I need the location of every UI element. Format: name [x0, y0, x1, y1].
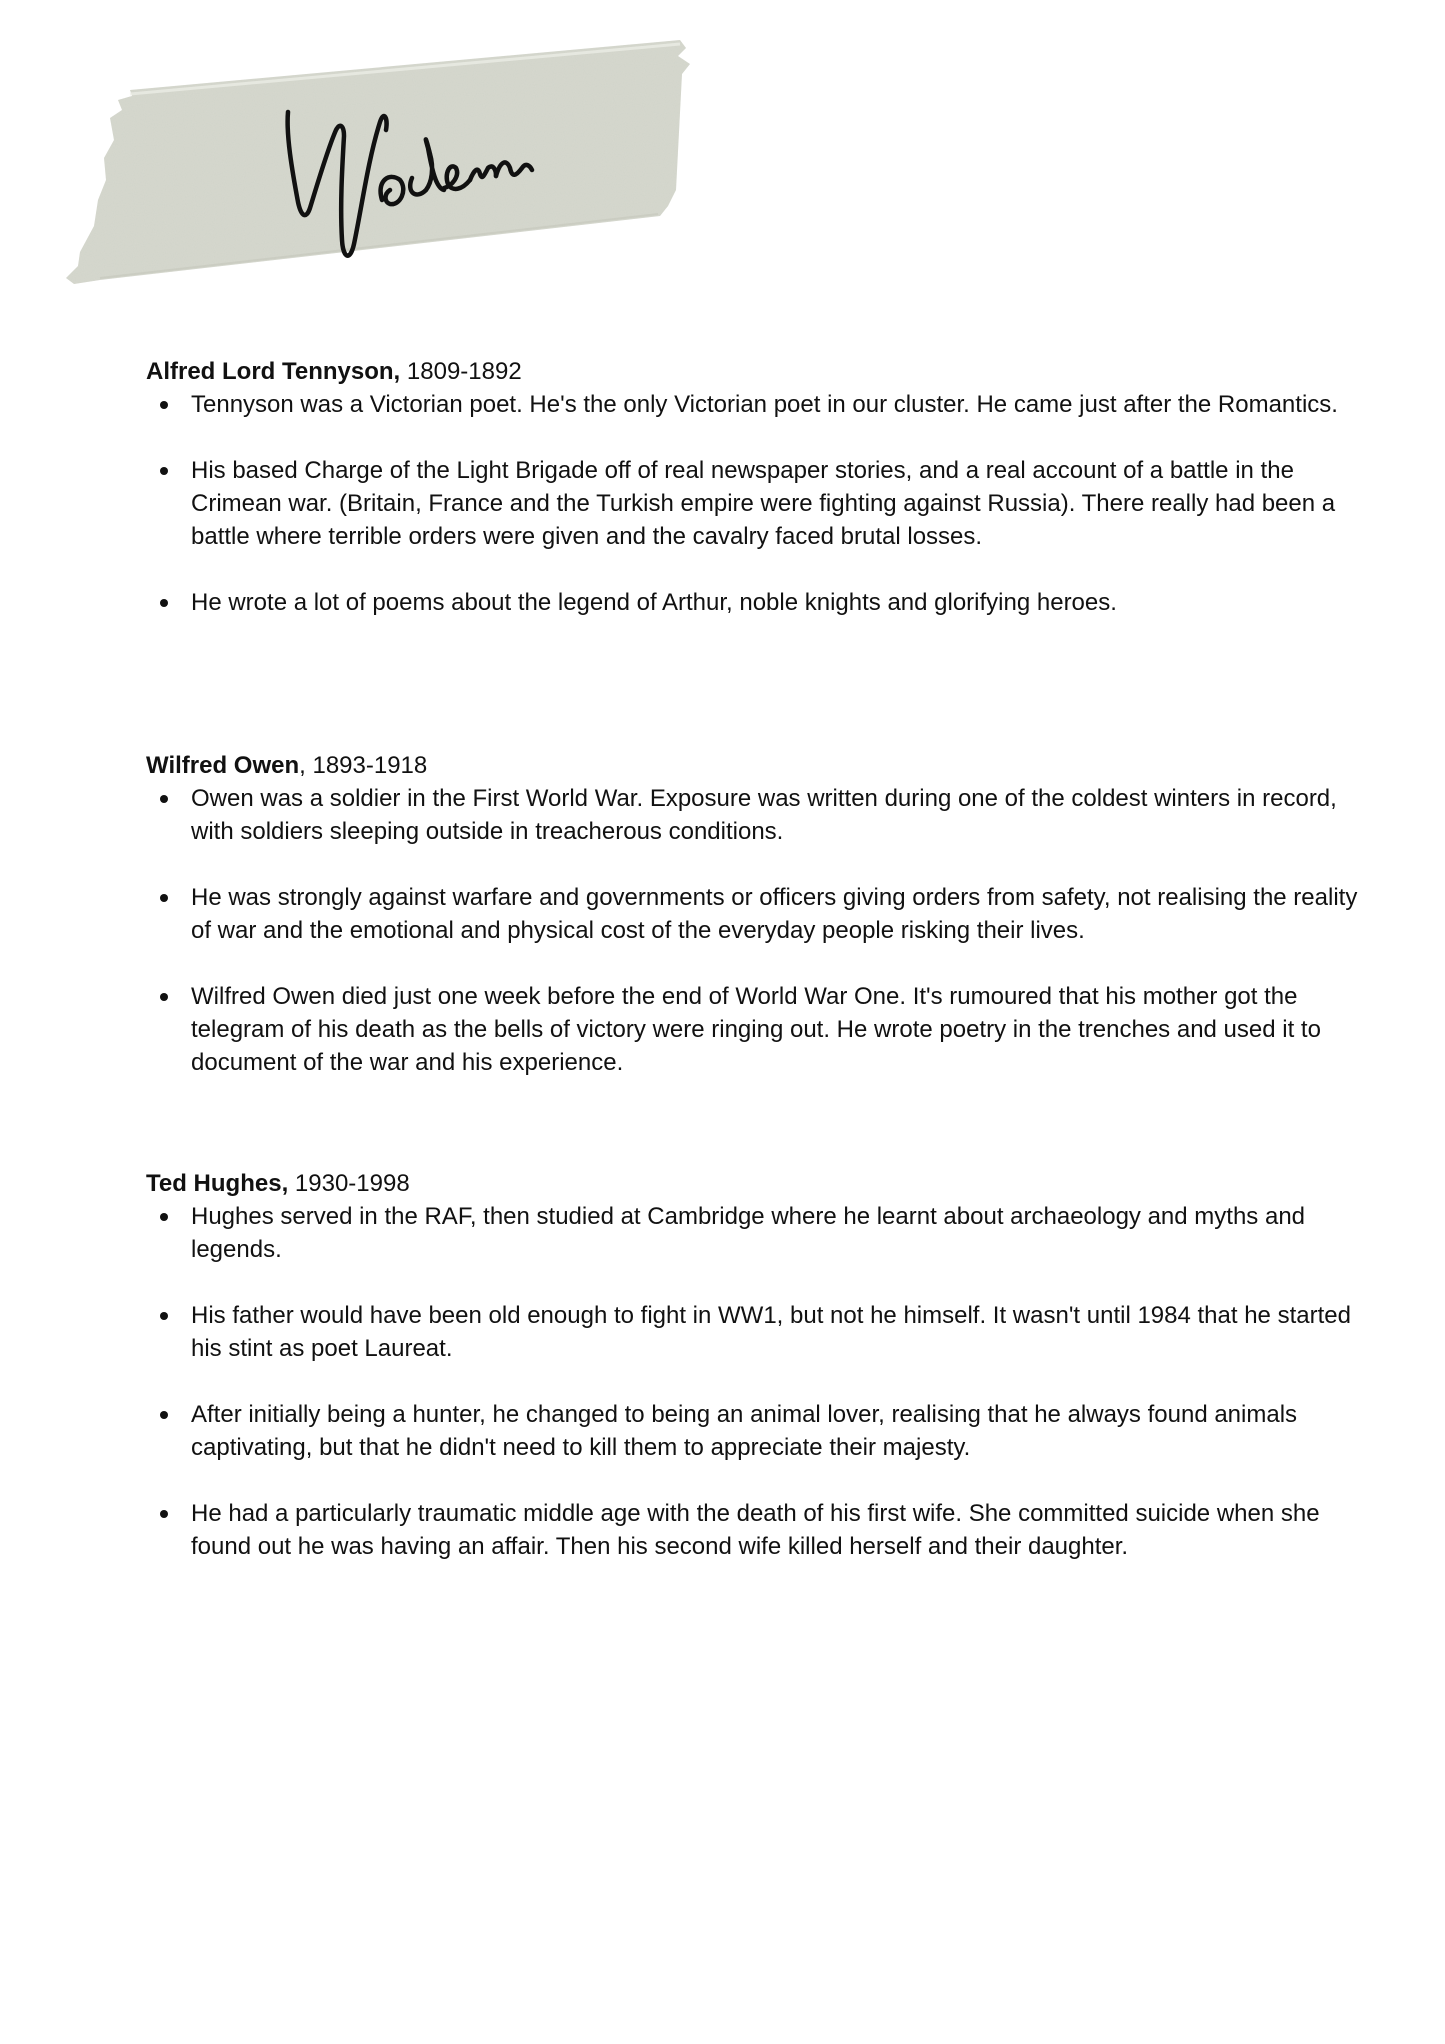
author-heading: [146, 355, 1366, 388]
bullet-icon: [160, 599, 168, 607]
list-item: [146, 454, 1366, 553]
author-dates: 1930-1998: [288, 1170, 410, 1197]
list-item: [146, 782, 1366, 848]
bullet-list: [146, 1200, 1366, 1563]
bullet-icon: [160, 894, 168, 902]
washi-tape: [66, 40, 690, 284]
list-item-text: He wrote a lot of poems about the legend of Arthur, noble knights and glorifying heroes.: [191, 589, 1117, 616]
list-item: [146, 388, 1366, 421]
list-item: [146, 1497, 1366, 1563]
list-item-text: After initially being a hunter, he changed to being an animal lover, realising that he always found animals captivating, but that he didn't need to kill them to appreciate their majesty.: [191, 1401, 1298, 1461]
bullet-icon: [160, 467, 168, 475]
author-name: Ted Hughes,: [146, 1170, 289, 1197]
author-dates: , 1893-1918: [299, 752, 428, 779]
list-item-text: His based Charge of the Light Brigade off of real newspaper stories, and a real account of a battle in the Crimean war. (Britain, France and the Turkish empire were fighting against Russia). There really had been a battle where terrible orders were given and the cavalry faced brutal losses.: [191, 457, 1336, 550]
list-item: [146, 1398, 1366, 1464]
list-item: [146, 980, 1366, 1079]
bullet-icon: [160, 795, 168, 803]
author-section-owen: [146, 749, 1366, 1079]
bullet-icon: [160, 1213, 168, 1221]
author-dates: 1809-1892: [400, 358, 522, 385]
bullet-icon: [160, 401, 168, 409]
author-name: Alfred Lord Tennyson,: [146, 358, 401, 385]
bullet-icon: [160, 1312, 168, 1320]
author-heading: [146, 1167, 1366, 1200]
bullet-list: [146, 388, 1366, 619]
list-item-text: His father would have been old enough to fight in WW1, but not he himself. It wasn't until 1984 that he started his stint as poet Laureat.: [191, 1302, 1351, 1362]
author-section-hughes: [146, 1167, 1366, 1563]
list-item-text: He had a particularly traumatic middle age with the death of his first wife. She committed suicide when she found out he was having an affair. Then his second wife killed herself and their daughter.: [191, 1500, 1320, 1560]
list-item-text: Wilfred Owen died just one week before the end of World War One. It's rumoured that his mother got the telegram of his death as the bells of victory were ringing out. He wrote poetry in the trenches and used it to document of the war and his experience.: [191, 983, 1321, 1076]
list-item: [146, 586, 1366, 619]
list-item: [146, 881, 1366, 947]
list-item-text: He was strongly against warfare and governments or officers giving orders from safety, not realising the reality of war and the emotional and physical cost of the everyday people risking their lives.: [191, 884, 1358, 944]
list-item-text: Owen was a soldier in the First World War. Exposure was written during one of the coldest winters in record, with soldiers sleeping outside in treacherous conditions.: [191, 785, 1337, 845]
bullet-icon: [160, 993, 168, 1001]
bullet-list: [146, 782, 1366, 1079]
washi-tape-title: [60, 30, 700, 300]
author-section-tennyson: [146, 355, 1366, 619]
page-title: [60, 300, 61, 301]
bullet-icon: [160, 1411, 168, 1419]
list-item-text: Tennyson was a Victorian poet. He's the only Victorian poet in our cluster. He came just after the Romantics.: [191, 391, 1338, 418]
list-item: [146, 1299, 1366, 1365]
list-item-text: Hughes served in the RAF, then studied at Cambridge where he learnt about archaeology and myths and legends.: [191, 1203, 1306, 1263]
list-item: [146, 1200, 1366, 1266]
header-banner: [60, 30, 700, 300]
document-body: [146, 355, 1366, 1563]
bullet-icon: [160, 1510, 168, 1518]
author-heading: [146, 749, 1366, 782]
author-name: Wilfred Owen: [146, 752, 300, 779]
